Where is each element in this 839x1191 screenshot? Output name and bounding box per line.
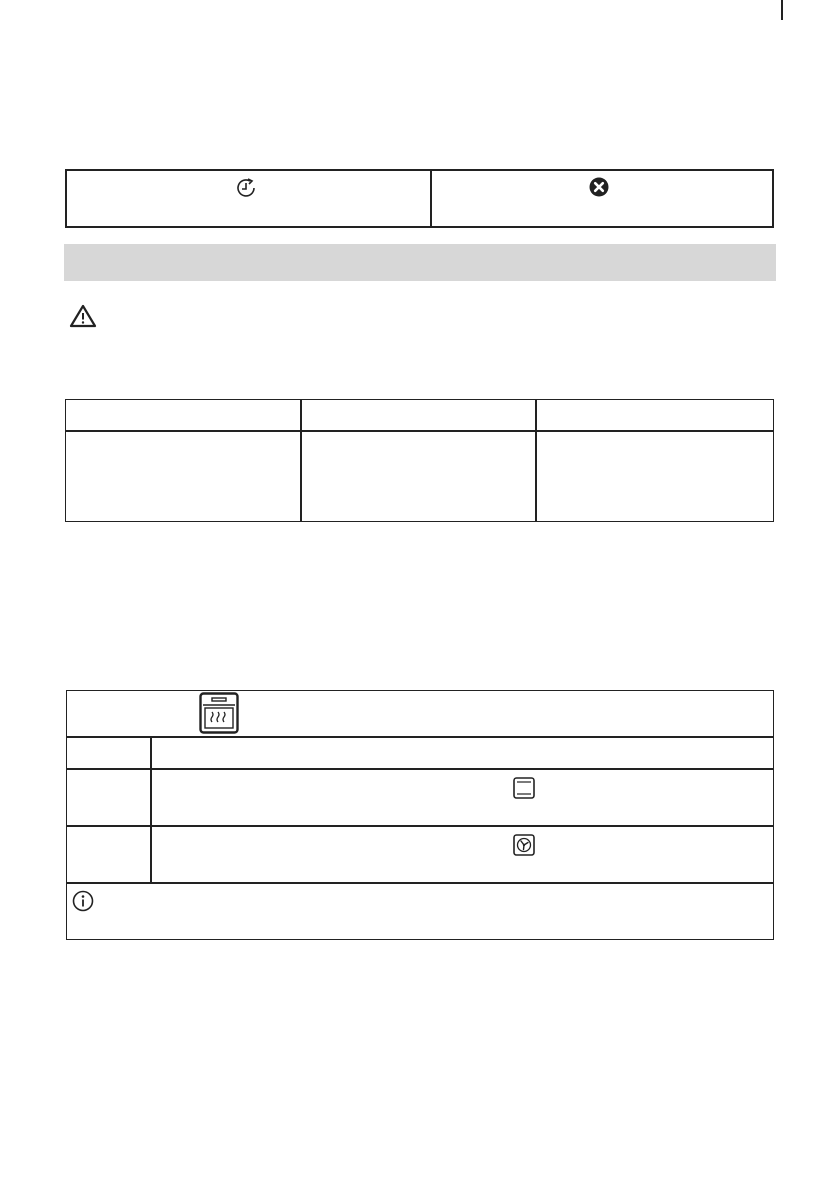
table-header-rule <box>65 430 774 432</box>
steam-oven-function-icon <box>199 692 239 734</box>
oven-square-icon <box>513 777 535 799</box>
table-row-rule-2 <box>66 768 774 770</box>
table-divider <box>430 169 432 228</box>
cancel-x-icon <box>589 177 609 197</box>
table-row-rule-3 <box>66 825 774 827</box>
table-col-divider <box>150 736 152 884</box>
table-timer-cancel <box>65 169 774 228</box>
section-heading-bar <box>64 244 776 281</box>
page-edge-line <box>781 0 783 20</box>
timer-clock-icon <box>235 177 257 199</box>
warning-triangle-icon <box>69 304 97 328</box>
table-steam-function <box>66 690 774 940</box>
table-col-divider-1 <box>300 399 302 522</box>
table-col-divider-2 <box>535 399 537 522</box>
table-row-rule-1 <box>66 736 774 738</box>
fan-icon <box>513 834 535 856</box>
table-three-column <box>65 399 774 522</box>
info-icon <box>72 890 94 912</box>
table-row-rule-4 <box>66 882 774 884</box>
